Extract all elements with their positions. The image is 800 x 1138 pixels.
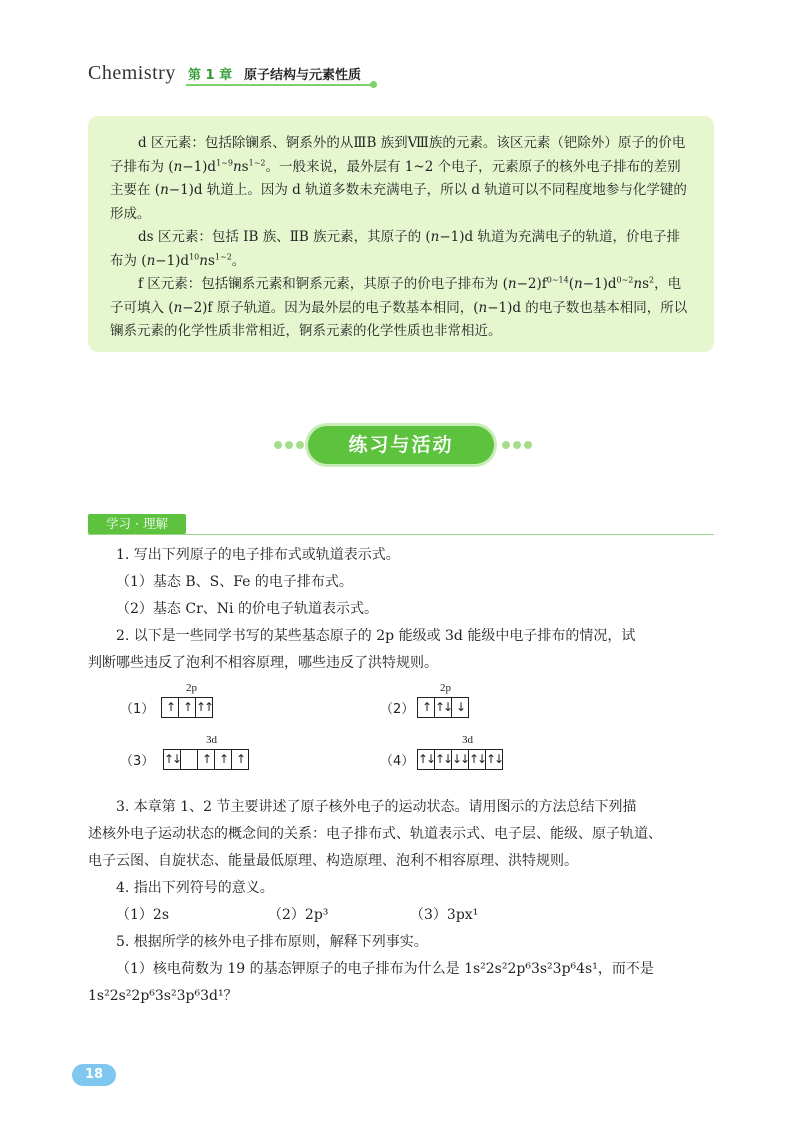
diagram-4-sublevel: 3d — [462, 734, 473, 746]
q5-a-line-2: 1s²2s²2p⁶3s²3p⁶3d¹？ — [88, 988, 238, 1004]
diagram-4-label: （4） — [380, 754, 415, 769]
orbital-cell: ↑↓ — [435, 698, 452, 717]
q5-stem: 5. 根据所学的核外电子排布原则，解释下列事实。 — [116, 934, 428, 950]
d-block-paragraph: d 区元素：包括除镧系、锕系外的从ⅢB 族到Ⅷ族的元素。该区元素（钯除外）原子的价电子排布为 $(n-1)d^{1\sim 9}ns^{1\sim 2}$。一般来说，最外层有 1~2 个电子，元素原子的核外电子排布的差别主要在 (n−1)d 轨道上。因为 d 轨道多数未充满电子，所以 d 轨道可以不同程度地参与化学键的形成。 — [110, 135, 687, 222]
orbital-cell: ↓↓ — [452, 750, 469, 769]
diagram-3-boxes — [163, 749, 249, 770]
tag-rule — [88, 534, 714, 535]
q1-stem: 1. 写出下列原子的电子排布式或轨道表示式。 — [116, 547, 400, 563]
diagram-3-sublevel: 3d — [206, 734, 217, 746]
q4-c-label: （3） — [410, 907, 447, 923]
q4-c-symbol: 3px¹ — [446, 907, 479, 923]
q5-a-line-1: （1）核电荷数为 19 的基态钾原子的电子排布为什么是 1s²2s²2p⁶3s²3p⁶4s¹，而不是 — [116, 961, 654, 977]
diagram-1-sublevel: 2p — [186, 682, 197, 694]
header-brand: Chemistry — [88, 62, 176, 84]
q4-c — [410, 904, 478, 924]
q2-stem-1: 2. 以下是一些同学书写的某些基态原子的 2p 能级或 3d 能级中电子排布的情况，试 — [116, 628, 636, 644]
diagram-1-label: （1） — [120, 702, 155, 717]
q4-b-symbol: 2p³ — [304, 907, 329, 923]
orbital-cell: ↑↓ — [435, 750, 452, 769]
banner-dot — [274, 441, 282, 449]
q3-line-3: 电子云图、自旋状态、能量最低原理、构造原理、泡利不相容原理、洪特规则。 — [88, 853, 578, 869]
header-dot — [370, 81, 377, 88]
orbital-cell: ↑ — [162, 698, 179, 717]
orbital-cell: ↑ — [418, 698, 435, 717]
section-title: 练习与活动 — [308, 426, 494, 464]
q1-b: （2）基态 Cr、Ni 的价电子轨道表示式。 — [116, 601, 378, 617]
diagram-1-boxes — [161, 697, 213, 718]
diagram-2-sublevel: 2p — [440, 682, 451, 694]
chapter-number: 第 1 章 — [188, 68, 233, 83]
orbital-cell: ↑↓ — [164, 750, 181, 769]
ds-block-paragraph: ds 区元素：包括 IB 族、ⅡB 族元素，其原子的 (n−1)d 轨道为充满电子的轨道，价电子排布为 $(n-1)d^{10}ns^{1\sim 2}$。 — [110, 229, 680, 269]
banner-dot — [502, 441, 510, 449]
orbital-cell: ↑ — [235, 752, 245, 766]
orbital-cell: ↑↑ — [196, 700, 213, 714]
banner-dot — [524, 441, 532, 449]
q4-a — [116, 904, 169, 924]
orbital-cell — [181, 750, 198, 769]
orbital-cell: ↑ — [215, 750, 232, 769]
banner-dot — [296, 441, 304, 449]
q4-a-symbol: 2s — [152, 907, 170, 923]
diagram-4-boxes — [417, 749, 503, 770]
header-underline — [186, 84, 372, 86]
orbital-cell: ↑↓ — [418, 750, 435, 769]
page-number: 18 — [72, 1064, 116, 1086]
chapter-title: 原子结构与元素性质 — [244, 68, 362, 83]
diagram-3-label: （3） — [120, 754, 155, 769]
orbital-cell: ↓ — [455, 700, 465, 714]
orbital-cell: ↑↓ — [486, 752, 503, 766]
diagram-2-label: （2） — [380, 702, 415, 717]
f-block-paragraph: f 区元素：包括镧系元素和锕系元素，其原子的价电子排布为 $(n-2)f^{0\sim 14}(n-1)d^{0\sim 2}ns^2$，电子可填入 (n−2)f 原子轨道。因为最外层的电子数基本相同，(n−1)d 的电子数也基本相同，所以镧系元素的化学性质非常相近，锕系元素的化学性质也非常相近。 — [110, 275, 688, 339]
q4-b — [268, 904, 328, 924]
orbital-cell: ↑ — [198, 750, 215, 769]
q1-a: （1）基态 B、S、Fe 的电子排布式。 — [116, 574, 353, 590]
banner-dot — [285, 441, 293, 449]
category-tag: 学习 · 理解 — [88, 514, 186, 534]
q3-line-2: 述核外电子运动状态的概念间的关系：电子排布式、轨道表示式、电子层、能级、原子轨道、 — [88, 826, 662, 842]
section-banner — [274, 424, 528, 466]
q3-line-1: 3. 本章第 1、2 节主要讲述了原子核外电子的运动状态。请用图示的方法总结下列描 — [116, 799, 637, 815]
q4-stem: 4. 指出下列符号的意义。 — [116, 880, 274, 896]
diagram-2-boxes — [417, 697, 469, 718]
q4-a-label: （1） — [116, 907, 153, 923]
q4-b-label: （2） — [268, 907, 305, 923]
note-box — [88, 116, 714, 352]
orbital-cell: ↑ — [179, 698, 196, 717]
orbital-cell: ↑↓ — [469, 750, 486, 769]
q2-stem-2: 判断哪些违反了泡利不相容原理，哪些违反了洪特规则。 — [88, 655, 438, 671]
banner-dot — [513, 441, 521, 449]
